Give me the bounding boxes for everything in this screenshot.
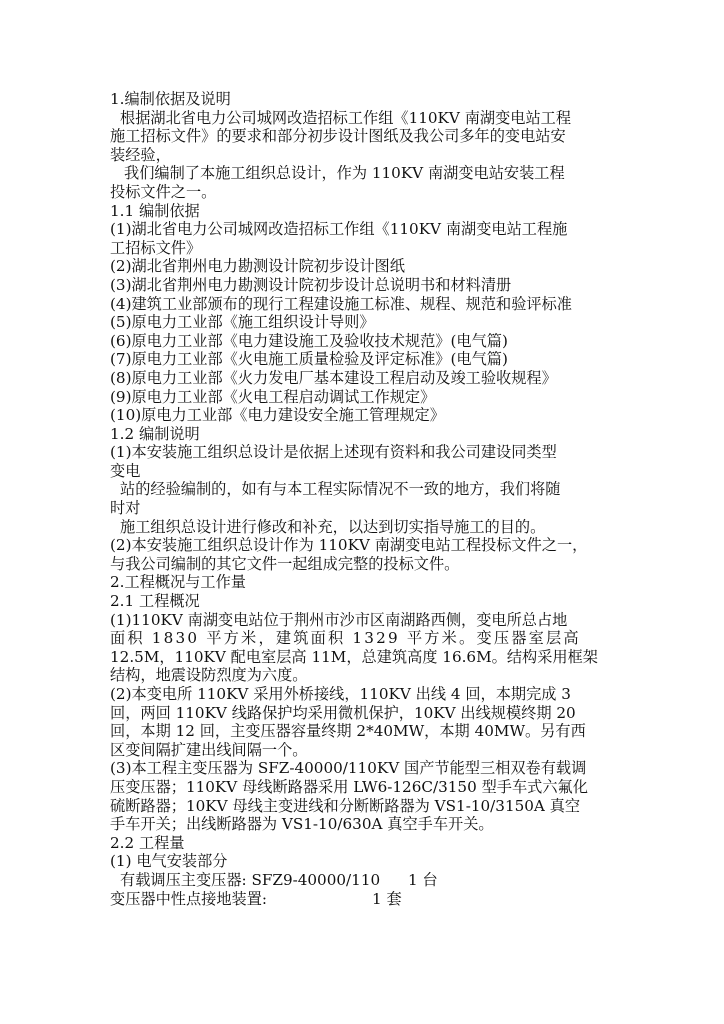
overview-line: (2)本变电所 110KV 采用外桥接线，110KV 出线 4 回，本期完成 3 [110,685,571,703]
overview-line: (3)本工程主变压器为 SFZ-40000/110KV 国产节能型三相双卷有载调 [110,759,587,778]
basis-item: (8)原电力工业部《火力发电厂基本建设工程启动及竣工验收规程》 [110,368,557,387]
note-line: (2)本安装施工组织总设计作为 110KV 南湖变电站工程投标文件之一， [110,536,588,555]
equipment-name: 有载调压主变压器: SFZ9-40000/110 [120,870,381,889]
intro-line-2: 施工招标文件》的要求和部分初步设计图纸及我公司多年的变电站安 [110,127,566,146]
overview-line: 压变压器；110KV 母线断路器采用 LW6-126C/3150 型手车式六氟化 [110,777,588,796]
intro2-line-1: 我们编制了本施工组织总设计，作为 110KV 南湖变电站安装工程 [124,164,565,183]
intro2-line-2: 投标文件之一。 [110,182,217,201]
overview-line: 硫断路器；10KV 母线主变进线和分断断路器为 VS1-10/3150A 真空 [110,796,581,815]
overview-line: 结构，地震设防烈度为六度。 [110,666,308,685]
basis-item: (6)原电力工业部《电力建设施工及验收技术规范》(电气篇) [110,331,508,350]
overview-line: 回，两回 110KV 线路保护均采用微机保护，10KV 出线规模终期 20 [110,703,576,722]
section-2-1-heading: 2.1 工程概况 [110,592,200,611]
overview-line: (1)110KV 南湖变电站位于荆州市沙市区南湖路西侧，变电所总占地 [110,610,568,629]
basis-item: (4)建筑工业部颁布的现行工程建设施工标准、规程、规范和验评标准 [110,294,572,313]
intro-line-3: 装经验， [110,145,171,164]
basis-item: (7)原电力工业部《火电施工质量检验及评定标准》(电气篇) [110,350,508,369]
overview-line: 区变间隔扩建出线间隔一个。 [110,740,308,759]
equipment-qty: 1 套 [372,889,402,908]
basis-item: (9)原电力工业部《火电工程启动调试工作规定》 [110,387,436,406]
note-line: 变电 [110,461,141,480]
basis-item: (10)原电力工业部《电力建设安全施工管理规定》 [110,406,445,425]
overview-line: 回，本期 12 回，主变压器容量终期 2*40MW，本期 40MW。另有西 [110,722,586,741]
note-line: (1)本安装施工组织总设计是依据上述现有资料和我公司建设同类型 [110,443,557,462]
basis-item: (3)湖北省荆州电力勘测设计院初步设计总说明书和材料清册 [110,275,512,294]
section-1-2-heading: 1.2 编制说明 [110,424,200,443]
equipment-row [110,871,630,890]
overview-line: 面积 1830 平方米，建筑面积 1329 平方米。变压器室层高 [110,629,581,648]
note-line: 与我公司编制的其它文件一起组成完整的投标文件。 [110,554,460,573]
note-line: 站的经验编制的，如有与本工程实际情况不一致的地方，我们将随 [120,480,561,499]
electrical-subheading: (1) 电气安装部分 [110,852,228,871]
section-2-2-heading: 2.2 工程量 [110,833,185,852]
overview-line: 手车开关；出线断路器为 VS1-10/630A 真空手车开关。 [110,815,494,834]
note-line: 时对 [110,499,141,518]
basis-item: (2)湖北省荆州电力勘测设计院初步设计图纸 [110,257,405,276]
basis-item: (5)原电力工业部《施工组织设计导则》 [110,313,375,332]
equipment-qty: 1 台 [408,870,438,889]
intro-line-1: 根据湖北省电力公司城网改造招标工作组《110KV 南湖变电站工程 [120,108,572,127]
equipment-name: 变压器中性点接地装置: [110,889,267,908]
basis-item: (1)湖北省电力公司城网改造招标工作组《110KV 南湖变电站工程施 [110,220,568,239]
note-line: 施工组织总设计进行修改和补充，以达到切实指导施工的目的。 [120,517,546,536]
document-page [110,90,630,908]
overview-line: 12.5M，110KV 配电室层高 11M，总建筑高度 16.6M。结构采用框架 [110,647,598,666]
section-1-1-heading: 1.1 编制依据 [110,201,200,220]
section-1-heading: 1.编制依据及说明 [110,90,231,108]
basis-item: 工招标文件》 [110,238,202,257]
equipment-row [110,890,630,909]
section-2-heading: 2.工程概况与工作量 [110,573,246,592]
